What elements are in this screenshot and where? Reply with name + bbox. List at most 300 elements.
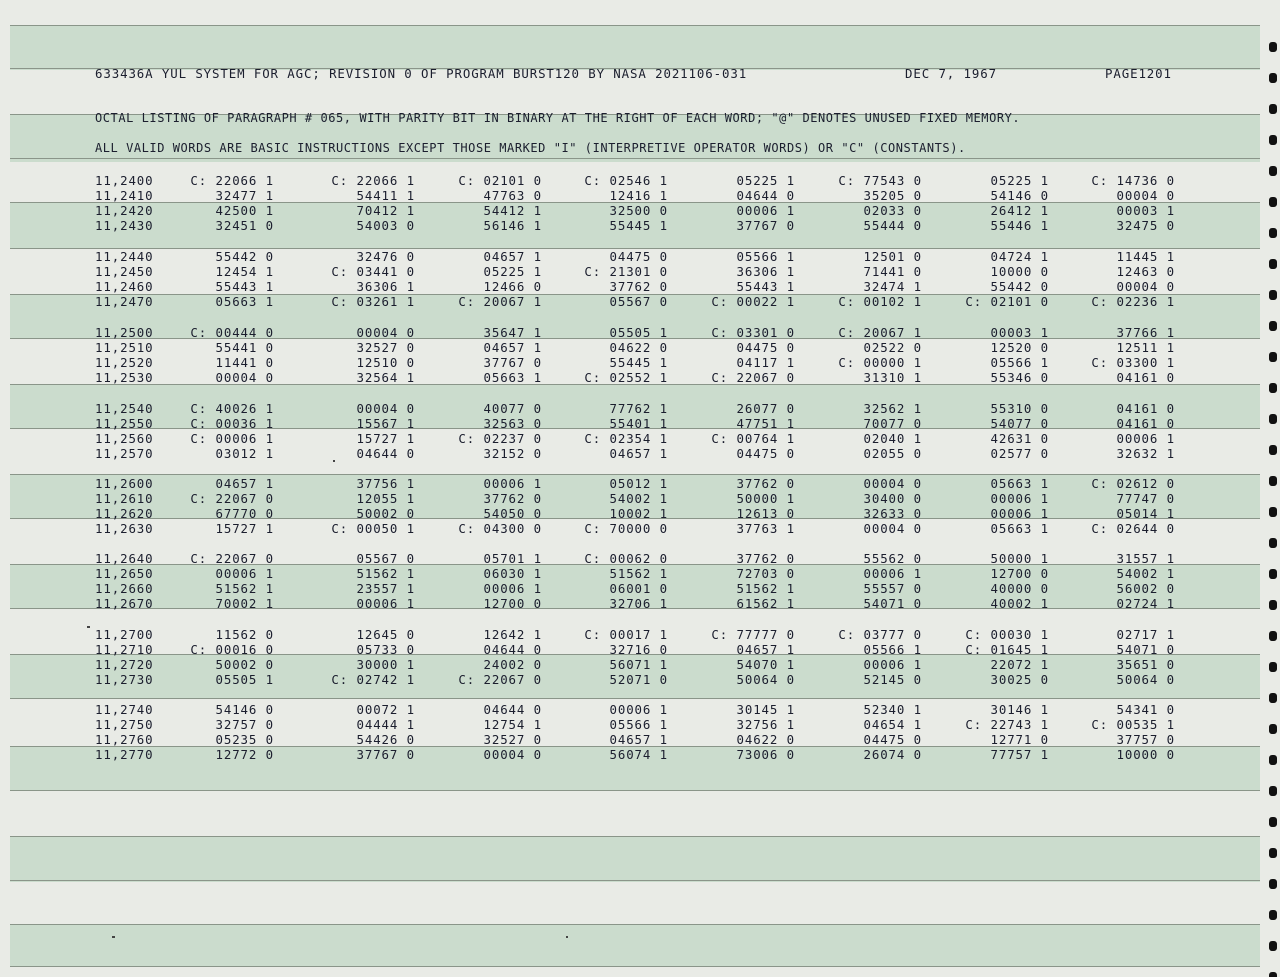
listing-word: 54071 0 [863, 596, 922, 611]
sprocket-hole [1269, 383, 1277, 393]
listing-word: 54003 0 [356, 218, 415, 233]
listing-word: 00003 1 [1116, 203, 1175, 218]
sprocket-hole [1269, 135, 1277, 145]
listing-word: 11445 1 [1116, 249, 1175, 264]
listing-word: 04444 1 [356, 717, 415, 732]
listing-address: 11,2760 [95, 732, 154, 747]
ruled-line [10, 698, 1260, 699]
listing-word: 12700 0 [990, 566, 1049, 581]
listing-word: 55310 0 [990, 401, 1049, 416]
listing-word: C: 00016 0 [190, 642, 274, 657]
listing-word: 32477 1 [215, 188, 274, 203]
listing-word: 00004 0 [1116, 188, 1175, 203]
listing-word: 00004 0 [863, 521, 922, 536]
listing-word: 11441 0 [215, 355, 274, 370]
listing-address: 11,2610 [95, 491, 154, 506]
listing-word: 77757 1 [990, 747, 1049, 762]
listing-word: 00006 1 [483, 476, 542, 491]
listing-word: 32562 1 [863, 401, 922, 416]
listing-word: C: 00050 1 [331, 521, 415, 536]
listing-word: C: 00062 0 [584, 551, 668, 566]
listing-word: 37766 1 [1116, 325, 1175, 340]
listing-title: 633436A YUL SYSTEM FOR AGC; REVISION 0 OF PROGRAM BURST120 BY NASA 2021106-031 [95, 66, 748, 81]
listing-word: 00006 1 [863, 657, 922, 672]
sprocket-hole [1269, 569, 1277, 579]
listing-word: 32756 1 [736, 717, 795, 732]
listing-word: 36306 1 [736, 264, 795, 279]
ruled-line [10, 158, 1260, 159]
listing-word: 55445 1 [609, 218, 668, 233]
sprocket-hole [1269, 290, 1277, 300]
listing-address: 11,2460 [95, 279, 154, 294]
listing-word: 04657 1 [483, 340, 542, 355]
listing-word: 37757 0 [1116, 732, 1175, 747]
listing-word: 00004 0 [356, 325, 415, 340]
listing-word: 54071 0 [1116, 642, 1175, 657]
listing-word: 04475 0 [863, 732, 922, 747]
listing-word: 12771 0 [990, 732, 1049, 747]
listing-word: 42631 0 [990, 431, 1049, 446]
listing-word: 54070 1 [736, 657, 795, 672]
listing-word: 02040 1 [863, 431, 922, 446]
listing-word: 30025 0 [990, 672, 1049, 687]
sprocket-hole [1269, 538, 1277, 548]
listing-date: DEC 7, 1967 [905, 66, 997, 81]
paper-speck [87, 626, 90, 628]
listing-word: 04724 1 [990, 249, 1049, 264]
listing-word: 23557 1 [356, 581, 415, 596]
listing-word: 35205 0 [863, 188, 922, 203]
listing-word: 00006 1 [1116, 431, 1175, 446]
listing-word: 04161 0 [1116, 401, 1175, 416]
listing-address: 11,2420 [95, 203, 154, 218]
listing-word: 05566 1 [990, 355, 1049, 370]
listing-word: 26074 0 [863, 747, 922, 762]
sprocket-hole [1269, 848, 1277, 858]
listing-word: C: 00764 1 [711, 431, 795, 446]
listing-word: 10002 1 [609, 506, 668, 521]
listing-word: C: 02237 0 [458, 431, 542, 446]
listing-address: 11,2720 [95, 657, 154, 672]
listing-word: C: 02552 1 [584, 370, 668, 385]
listing-word: 37767 0 [356, 747, 415, 762]
listing-word: 52071 0 [609, 672, 668, 687]
listing-word: 24002 0 [483, 657, 542, 672]
listing-word: 32757 0 [215, 717, 274, 732]
listing-word: 56071 1 [609, 657, 668, 672]
listing-word: C: 00000 1 [838, 355, 922, 370]
listing-word: C: 70000 0 [584, 521, 668, 536]
listing-address: 11,2430 [95, 218, 154, 233]
sprocket-hole [1269, 817, 1277, 827]
sprocket-hole [1269, 507, 1277, 517]
listing-word: 37762 0 [736, 476, 795, 491]
listing-word: 54077 0 [990, 416, 1049, 431]
listing-word: 00006 1 [609, 702, 668, 717]
listing-word: 77747 0 [1116, 491, 1175, 506]
listing-address: 11,2550 [95, 416, 154, 431]
listing-word: 37762 0 [483, 491, 542, 506]
listing-word: 04117 1 [736, 355, 795, 370]
ruled-line [10, 880, 1260, 881]
sprocket-hole [1269, 228, 1277, 238]
listing-word: 04657 1 [483, 249, 542, 264]
listing-word: C: 22066 1 [190, 173, 274, 188]
listing-word: 04657 1 [215, 476, 274, 491]
listing-word: 05701 1 [483, 551, 542, 566]
listing-word: 32563 0 [483, 416, 542, 431]
listing-word: C: 14736 0 [1091, 173, 1175, 188]
listing-word: 31557 1 [1116, 551, 1175, 566]
listing-word: 50002 0 [215, 657, 274, 672]
listing-address: 11,2440 [95, 249, 154, 264]
listing-word: 40077 0 [483, 401, 542, 416]
listing-word: C: 00017 1 [584, 627, 668, 642]
sprocket-hole [1269, 42, 1277, 52]
description-line-2: ALL VALID WORDS ARE BASIC INSTRUCTIONS EXCEPT THOSE MARKED "I" (INTERPRETIVE OPERATOR WORDS) OR "C" (CONSTANTS). [95, 141, 966, 155]
listing-word: 35651 0 [1116, 657, 1175, 672]
ruled-line [10, 836, 1260, 837]
sprocket-hole [1269, 259, 1277, 269]
sprocket-hole [1269, 73, 1277, 83]
listing-word: 55446 1 [990, 218, 1049, 233]
listing-word: 30400 0 [863, 491, 922, 506]
listing-word: 00003 1 [990, 325, 1049, 340]
listing-word: 55346 0 [990, 370, 1049, 385]
listing-word: 54146 0 [990, 188, 1049, 203]
sprocket-hole [1269, 786, 1277, 796]
listing-word: C: 01645 1 [965, 642, 1049, 657]
listing-word: 04657 1 [609, 446, 668, 461]
ruled-line [10, 966, 1260, 967]
listing-word: 51562 1 [609, 566, 668, 581]
greenbar-band [10, 924, 1260, 966]
sprocket-hole [1269, 166, 1277, 176]
listing-word: 42500 1 [215, 203, 274, 218]
listing-word: 51562 1 [356, 566, 415, 581]
listing-word: C: 22067 0 [711, 370, 795, 385]
listing-word: 00006 1 [215, 566, 274, 581]
listing-word: 70077 0 [863, 416, 922, 431]
listing-word: 05566 1 [863, 642, 922, 657]
listing-word: 12416 1 [609, 188, 668, 203]
listing-word: 15727 1 [215, 521, 274, 536]
listing-word: 30145 1 [736, 702, 795, 717]
sprocket-hole [1269, 445, 1277, 455]
listing-word: 32633 0 [863, 506, 922, 521]
listing-word: 00004 0 [863, 476, 922, 491]
listing-word: 12466 0 [483, 279, 542, 294]
listing-word: 15727 1 [356, 431, 415, 446]
listing-word: C: 03441 0 [331, 264, 415, 279]
listing-word: 00004 0 [356, 401, 415, 416]
listing-word: 54426 0 [356, 732, 415, 747]
listing-word: 32451 0 [215, 218, 274, 233]
listing-word: 12511 1 [1116, 340, 1175, 355]
listing-word: 32474 1 [863, 279, 922, 294]
listing-word: 00006 1 [990, 491, 1049, 506]
listing-word: 55442 0 [990, 279, 1049, 294]
paper-speck [566, 936, 568, 938]
listing-word: 30146 1 [990, 702, 1049, 717]
page-number: PAGE1201 [1105, 66, 1172, 81]
listing-address: 11,2400 [95, 173, 154, 188]
listing-word: 02724 1 [1116, 596, 1175, 611]
listing-word: 04657 1 [609, 732, 668, 747]
listing-word: C: 03301 0 [711, 325, 795, 340]
listing-word: 12055 1 [356, 491, 415, 506]
listing-word: 02522 0 [863, 340, 922, 355]
listing-word: 61562 1 [736, 596, 795, 611]
listing-word: C: 00006 1 [190, 431, 274, 446]
listing-word: 12520 0 [990, 340, 1049, 355]
listing-word: C: 40026 1 [190, 401, 274, 416]
greenbar-band [10, 836, 1260, 882]
listing-word: C: 22066 1 [331, 173, 415, 188]
listing-word: 04657 1 [736, 642, 795, 657]
listing-word: C: 22067 0 [458, 672, 542, 687]
ruled-line [10, 790, 1260, 791]
sprocket-hole [1269, 197, 1277, 207]
listing-word: 04654 1 [863, 717, 922, 732]
listing-word: C: 04300 0 [458, 521, 542, 536]
listing-word: 32476 0 [356, 249, 415, 264]
listing-word: 37762 0 [736, 551, 795, 566]
listing-word: C: 22067 0 [190, 491, 274, 506]
listing-address: 11,2410 [95, 188, 154, 203]
listing-word: 54002 1 [609, 491, 668, 506]
sprocket-hole [1269, 693, 1277, 703]
listing-address: 11,2470 [95, 294, 154, 309]
listing-word: 56146 1 [483, 218, 542, 233]
listing-word: 00006 1 [736, 203, 795, 218]
listing-word: 12510 0 [356, 355, 415, 370]
listing-word: 12613 0 [736, 506, 795, 521]
listing-word: 04475 0 [609, 249, 668, 264]
listing-word: 04644 0 [483, 642, 542, 657]
listing-address: 11,2620 [95, 506, 154, 521]
listing-word: 26412 1 [990, 203, 1049, 218]
listing-word: 05663 1 [990, 476, 1049, 491]
listing-address: 11,2650 [95, 566, 154, 581]
listing-word: 00004 0 [215, 370, 274, 385]
listing-word: C: 20067 1 [458, 294, 542, 309]
listing-word: 32706 1 [609, 596, 668, 611]
listing-word: 55442 0 [215, 249, 274, 264]
listing-word: 12501 0 [863, 249, 922, 264]
listing-word: 77762 1 [609, 401, 668, 416]
listing-word: 32564 1 [356, 370, 415, 385]
listing-word: 55443 1 [215, 279, 274, 294]
listing-word: 00006 1 [863, 566, 922, 581]
listing-address: 11,2700 [95, 627, 154, 642]
listing-word: 37767 0 [483, 355, 542, 370]
listing-word: 04644 0 [356, 446, 415, 461]
listing-word: 40002 1 [990, 596, 1049, 611]
listing-address: 11,2450 [95, 264, 154, 279]
listing-address: 11,2730 [95, 672, 154, 687]
listing-word: 12645 0 [356, 627, 415, 642]
sprocket-hole [1269, 600, 1277, 610]
listing-word: C: 03300 1 [1091, 355, 1175, 370]
listing-word: 05505 1 [609, 325, 668, 340]
listing-word: 50000 1 [736, 491, 795, 506]
listing-word: 02055 0 [863, 446, 922, 461]
greenbar-band [10, 25, 1260, 70]
listing-word: 55441 0 [215, 340, 274, 355]
listing-word: 22072 1 [990, 657, 1049, 672]
listing-word: 54050 0 [483, 506, 542, 521]
listing-word: 72703 0 [736, 566, 795, 581]
listing-word: 05225 1 [736, 173, 795, 188]
listing-word: 55562 0 [863, 551, 922, 566]
listing-word: 05014 1 [1116, 506, 1175, 521]
listing-word: 12754 1 [483, 717, 542, 732]
listing-word: 36306 1 [356, 279, 415, 294]
listing-word: 05663 1 [990, 521, 1049, 536]
sprocket-hole [1269, 879, 1277, 889]
listing-word: C: 02236 1 [1091, 294, 1175, 309]
listing-word: 10000 0 [1116, 747, 1175, 762]
sprocket-hole [1269, 104, 1277, 114]
listing-word: 54341 0 [1116, 702, 1175, 717]
listing-word: 50064 0 [1116, 672, 1175, 687]
listing-word: 40000 0 [990, 581, 1049, 596]
listing-word: C: 20067 1 [838, 325, 922, 340]
listing-word: 30000 1 [356, 657, 415, 672]
listing-word: 37763 1 [736, 521, 795, 536]
listing-word: 54146 0 [215, 702, 274, 717]
ruled-line [10, 474, 1260, 475]
listing-word: 04644 0 [483, 702, 542, 717]
sprocket-hole [1269, 662, 1277, 672]
listing-word: 52145 0 [863, 672, 922, 687]
listing-address: 11,2500 [95, 325, 154, 340]
listing-word: 11562 0 [215, 627, 274, 642]
listing-word: 32527 0 [483, 732, 542, 747]
listing-word: 54412 1 [483, 203, 542, 218]
listing-word: 51562 1 [215, 581, 274, 596]
listing-word: 37756 1 [356, 476, 415, 491]
listing-address: 11,2540 [95, 401, 154, 416]
listing-word: 56002 0 [1116, 581, 1175, 596]
listing-word: 15567 1 [356, 416, 415, 431]
listing-word: 04622 0 [609, 340, 668, 355]
listing-word: C: 02101 0 [458, 173, 542, 188]
listing-word: C: 00022 1 [711, 294, 795, 309]
listing-word: 51562 1 [736, 581, 795, 596]
listing-word: 55401 1 [609, 416, 668, 431]
listing-address: 11,2670 [95, 596, 154, 611]
sprocket-hole [1269, 476, 1277, 486]
paper-speck [333, 460, 335, 462]
listing-word: 55444 0 [863, 218, 922, 233]
listing-word: 32527 0 [356, 340, 415, 355]
listing-address: 11,2770 [95, 747, 154, 762]
listing-word: 02717 1 [1116, 627, 1175, 642]
tractor-feed-holes [1266, 0, 1280, 977]
listing-word: 03012 1 [215, 446, 274, 461]
listing-word: 67770 0 [215, 506, 274, 521]
listing-word: 04161 0 [1116, 370, 1175, 385]
listing-word: C: 77543 0 [838, 173, 922, 188]
description-line-1: OCTAL LISTING OF PARAGRAPH # 065, WITH PARITY BIT IN BINARY AT THE RIGHT OF EACH WORD; "@" DENOTES UNUSED FIXED MEMORY. [95, 111, 1021, 125]
sprocket-hole [1269, 941, 1277, 951]
listing-word: 50000 1 [990, 551, 1049, 566]
listing-word: 05733 0 [356, 642, 415, 657]
sprocket-hole [1269, 321, 1277, 331]
sprocket-hole [1269, 724, 1277, 734]
listing-word: 12454 1 [215, 264, 274, 279]
listing-word: 32500 0 [609, 203, 668, 218]
listing-word: C: 02101 0 [965, 294, 1049, 309]
listing-word: 32152 0 [483, 446, 542, 461]
listing-word: 12772 0 [215, 747, 274, 762]
listing-word: 05225 1 [483, 264, 542, 279]
listing-word: 04644 0 [736, 188, 795, 203]
listing-word: 70412 1 [356, 203, 415, 218]
listing-word: 37767 0 [736, 218, 795, 233]
listing-word: 05566 1 [609, 717, 668, 732]
listing-address: 11,2520 [95, 355, 154, 370]
listing-address: 11,2600 [95, 476, 154, 491]
listing-word: 05012 1 [609, 476, 668, 491]
sprocket-hole [1269, 414, 1277, 424]
listing-word: 02033 0 [863, 203, 922, 218]
listing-word: 05663 1 [483, 370, 542, 385]
listing-word: 06030 1 [483, 566, 542, 581]
listing-word: 47763 0 [483, 188, 542, 203]
listing-address: 11,2710 [95, 642, 154, 657]
listing-word: C: 02546 1 [584, 173, 668, 188]
listing-word: 56074 1 [609, 747, 668, 762]
listing-word: C: 00030 1 [965, 627, 1049, 642]
listing-word: 32716 0 [609, 642, 668, 657]
listing-word: 50002 0 [356, 506, 415, 521]
listing-word: C: 02644 0 [1091, 521, 1175, 536]
listing-word: 32475 0 [1116, 218, 1175, 233]
listing-word: 32632 1 [1116, 446, 1175, 461]
listing-word: 05505 1 [215, 672, 274, 687]
listing-address: 11,2660 [95, 581, 154, 596]
listing-word: 35647 1 [483, 325, 542, 340]
listing-address: 11,2510 [95, 340, 154, 355]
listing-address: 11,2750 [95, 717, 154, 732]
listing-word: 00006 1 [990, 506, 1049, 521]
listing-word: 10000 0 [990, 264, 1049, 279]
listing-word: 00004 0 [1116, 279, 1175, 294]
listing-word: 05235 0 [215, 732, 274, 747]
listing-word: 50064 0 [736, 672, 795, 687]
listing-word: 37762 0 [609, 279, 668, 294]
listing-word: C: 02612 0 [1091, 476, 1175, 491]
listing-word: 70002 1 [215, 596, 274, 611]
sprocket-hole [1269, 910, 1277, 920]
listing-word: 00006 1 [483, 581, 542, 596]
listing-word: C: 00535 1 [1091, 717, 1175, 732]
listing-word: 05663 1 [215, 294, 274, 309]
listing-word: C: 22743 1 [965, 717, 1049, 732]
listing-word: C: 77777 0 [711, 627, 795, 642]
listing-word: 55443 1 [736, 279, 795, 294]
listing-word: C: 00036 1 [190, 416, 274, 431]
listing-word: 04622 0 [736, 732, 795, 747]
listing-word: 05566 1 [736, 249, 795, 264]
listing-word: 04475 0 [736, 446, 795, 461]
listing-address: 11,2560 [95, 431, 154, 446]
listing-address: 11,2740 [95, 702, 154, 717]
listing-word: C: 22067 0 [190, 551, 274, 566]
